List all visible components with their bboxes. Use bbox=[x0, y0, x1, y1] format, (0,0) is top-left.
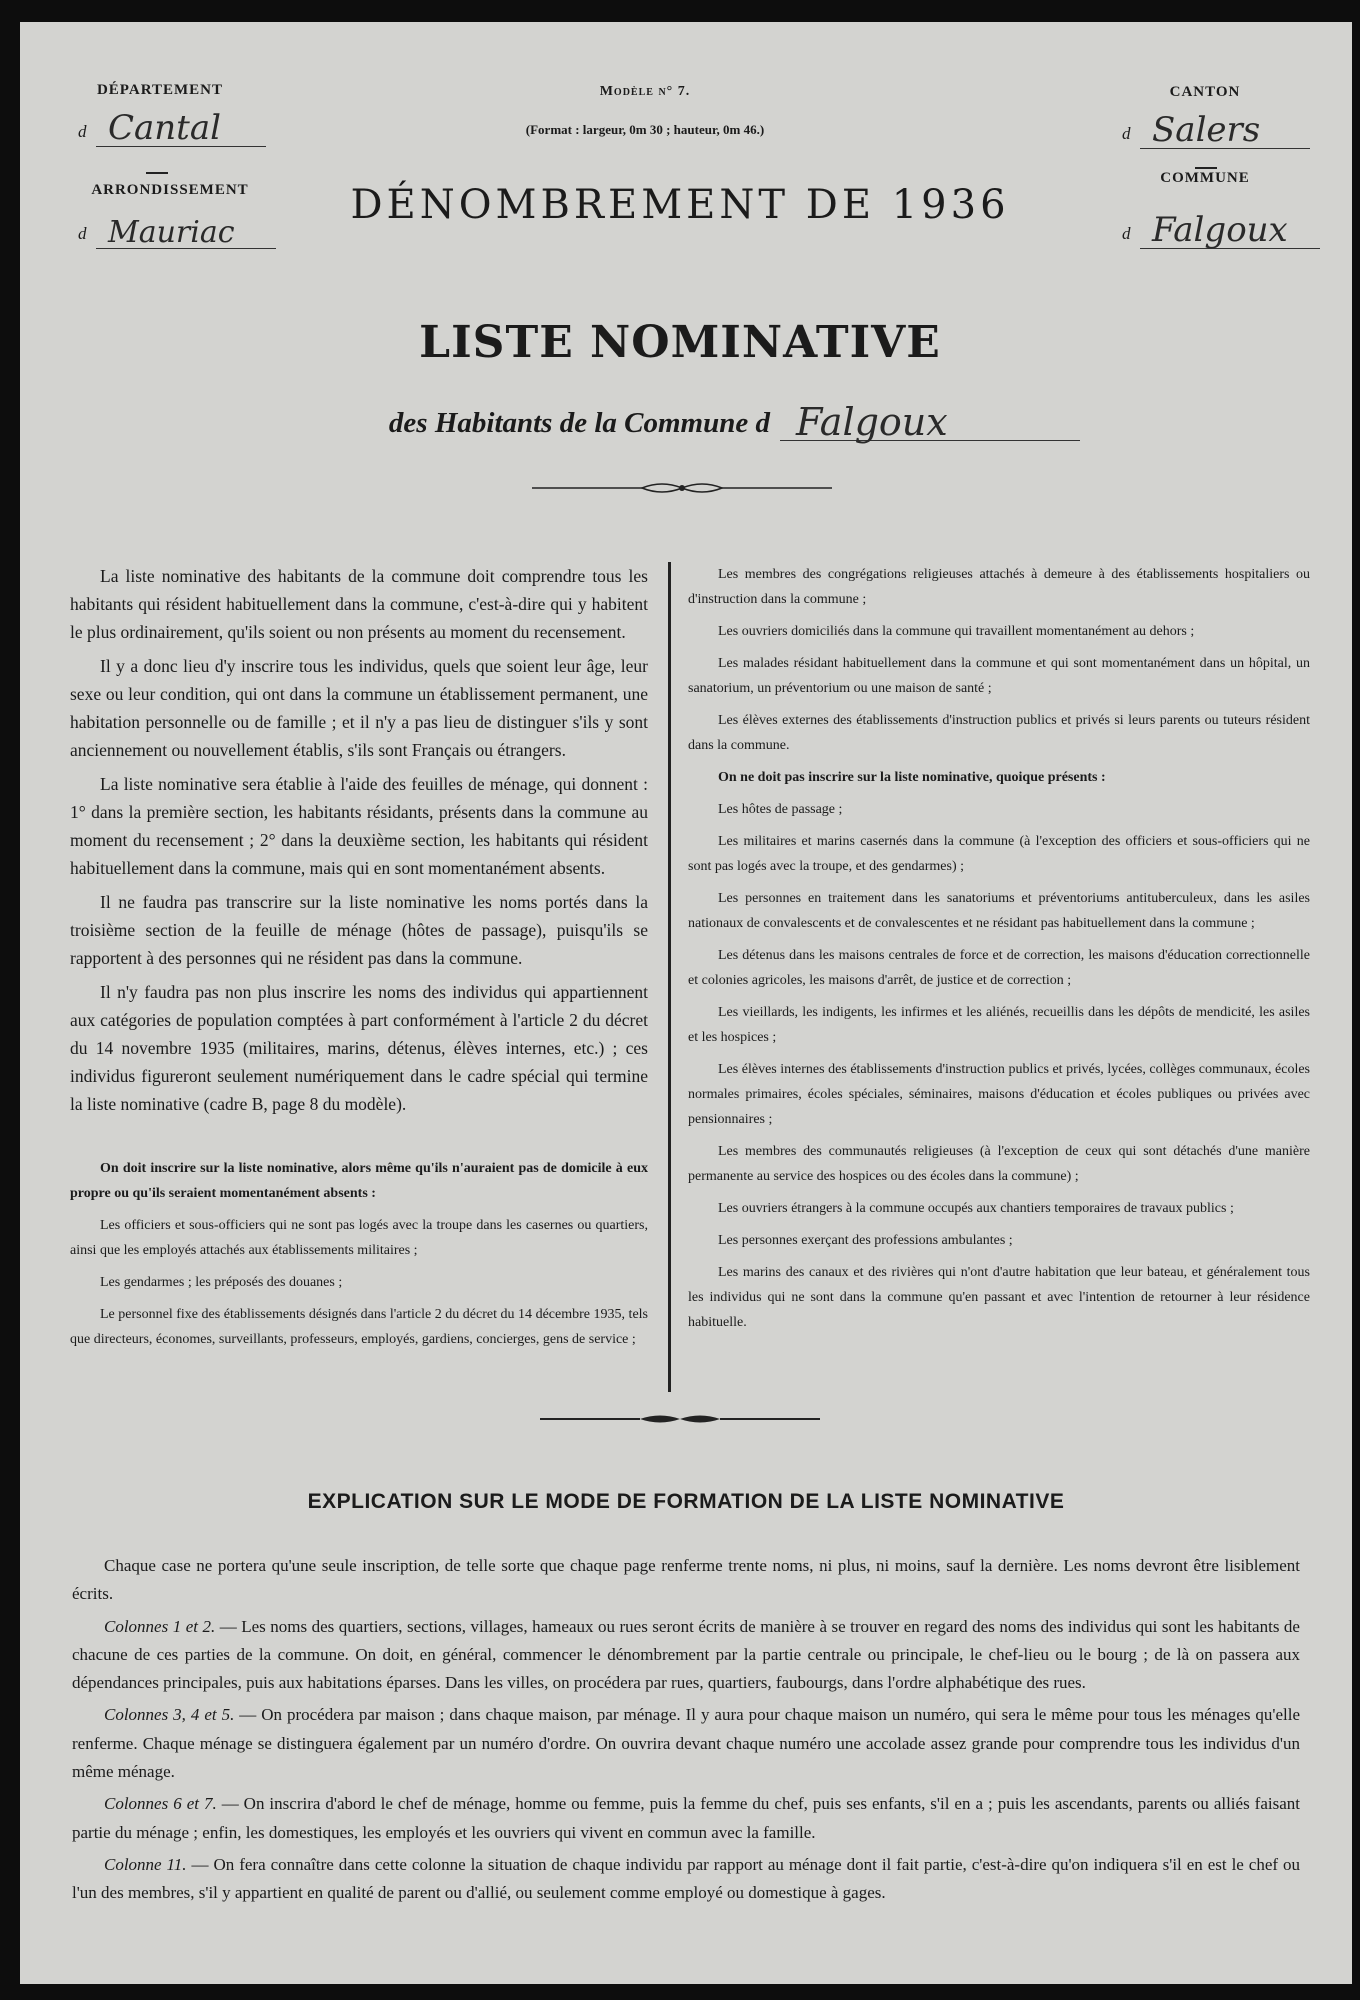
explication-item bbox=[72, 1613, 1300, 1698]
explication-item-text: — Les noms des quartiers, sections, villages, hameaux ou rues seront écrits de manière à se trouver en regard des noms des individus qui sont les habitants de chacune de ces parties de la commune. On doit, en général, commencer le dénombrement par la partie centrale ou principale, le chef-lieu ou le bourg ; de là on passera aux dépendances principales, puis aux habitations éparses. Dans les villes, on procédera par rues, quartiers, faubourgs, dans l'ordre alphabétique des rues. bbox=[72, 1616, 1300, 1693]
right-item: Les malades résidant habituellement dans la commune et qui sont momentanément dans un hôpital, un sanatorium, un préventorium ou une maison de santé ; bbox=[688, 656, 1310, 696]
explication-item bbox=[72, 1701, 1300, 1786]
right-exclusion-item: Les vieillards, les indigents, les infirmes et les aliénés, recueillis dans les dépôts de mendicité, les asiles et les hospices ; bbox=[688, 1005, 1310, 1045]
departement-dash bbox=[146, 172, 168, 174]
arrondissement-label: ARRONDISSEMENT bbox=[91, 182, 249, 198]
column-divider bbox=[668, 562, 671, 1392]
explication-item-label: Colonnes 1 et 2. bbox=[104, 1616, 216, 1636]
canton-dash bbox=[1195, 167, 1217, 169]
right-exclusion-item: Les personnes en traitement dans les sanatoriums et préventoriums antituberculeux, dans les asiles nationaux de convalescents et de convalescentes et ne résidant pas habituellement dans la commune ; bbox=[688, 891, 1310, 931]
liste-subtitle: des Habitants de la Commune d bbox=[388, 407, 770, 439]
right-item: Les ouvriers domiciliés dans la commune qui travaillent momentanément au dehors ; bbox=[718, 624, 1195, 639]
right-exclusion-item: Les ouvriers étrangers à la commune occupés aux chantiers temporaires de travaux publics ; bbox=[718, 1201, 1234, 1216]
explication-item-text: — On fera connaître dans cette colonne la situation de chaque individu par rapport au ménage dont il fait partie, c'est-à-dire qu'on indiquera s'il en est le chef ou l'un des membres, s'il y appartient en qualité de parent ou d'allié, ou seulement comme employé ou domestique à gages. bbox=[72, 1854, 1300, 1903]
form-title: DÉNOMBREMENT DE 1936 bbox=[350, 182, 1010, 228]
canton-label: CANTON bbox=[1169, 84, 1241, 100]
format-note: (Format : largeur, 0m 30 ; hauteur, 0m 46.) bbox=[525, 122, 765, 137]
right-exclusion-item: Les élèves internes des établissements d'instruction publics et privés, lycées, collèges communaux, écoles normales primaires, écoles spéciales, séminaires, maisons d'éducation et écoles publiques ou privées avec pensionnaires ; bbox=[688, 1062, 1310, 1127]
commune-field bbox=[1122, 202, 1320, 250]
canton-field bbox=[1122, 102, 1310, 150]
left-paragraph: Il n'y faudra pas non plus inscrire les noms des individus qui appartiennent aux catégories de population comptées à part conformément à l'article 2 du décret du 14 novembre 1935 (militaires, marins, détenus, élèves internes, etc.) ; ces individus figureront seulement numériquement dans le cadre spécial qui termine la liste nominative (cadre B, page 8 du modèle). bbox=[70, 982, 648, 1114]
explication-item-label: Colonne 11. bbox=[104, 1854, 187, 1874]
left-inscrire-heading: On doit inscrire sur la liste nominative, alors même qu'ils n'auraient pas de domicile à eux propre ou qu'ils seraient momentanément absents : bbox=[70, 1161, 648, 1201]
census-form-page bbox=[20, 22, 1352, 1984]
departement-value: Cantal bbox=[108, 108, 221, 148]
left-paragraph: Il y a donc lieu d'y inscrire tous les individus, quels que soient leur âge, leur sexe ou leur condition, qui ont dans la commune un établissement permanent, une habitation personnelle ou de famille ; et il n'y a pas lieu de distinguer s'ils y sont anciennement ou nouvellement établis, s'ils sont Français ou étrangers. bbox=[70, 656, 648, 760]
explication-title: EXPLICATION SUR LE MODE DE FORMATION DE LA LISTE NOMINATIVE bbox=[307, 1490, 1065, 1513]
right-exclusion-item: Les personnes exerçant des professions ambulantes ; bbox=[718, 1233, 1013, 1248]
departement-label: DÉPARTEMENT bbox=[96, 82, 224, 98]
explication-item bbox=[72, 1790, 1300, 1847]
right-exclusion-item: Les détenus dans les maisons centrales de force et de correction, les maisons d'éducation correctionnelle et colonies agricoles, les maisons d'arrêt, de justice et de correction ; bbox=[688, 948, 1310, 988]
left-paragraph: Il ne faudra pas transcrire sur la liste nominative les noms portés dans la troisième section de la feuille de ménage (hôtes de passage), puisqu'ils se rapportent à des personnes qui ne résident pas dans la commune. bbox=[70, 892, 648, 968]
explication-item-label: Colonnes 6 et 7. bbox=[104, 1794, 217, 1814]
commune-prefix: d bbox=[1122, 224, 1131, 243]
right-item: Les élèves externes des établissements d'instruction publics et privés si leurs parents ou tuteurs résident dans la commune. bbox=[688, 713, 1310, 753]
arrondissement-value: Mauriac bbox=[108, 215, 235, 250]
right-exclusion-item: Les militaires et marins casernés dans la commune (à l'exception des officiers et sous-officiers qui ne sont pas logés avec la troupe, et des gendarmes) ; bbox=[688, 834, 1310, 874]
modele-number: Modèle n° 7. bbox=[599, 84, 691, 99]
left-paragraph: La liste nominative des habitants de la commune doit comprendre tous les habitants qui résident habituellement dans la commune, c'est-à-dire qui y habitent le plus ordinairement, qu'ils soient ou non présents au moment du recensement. bbox=[70, 566, 648, 642]
right-exclusion-item: Les membres des communautés religieuses (à l'exception de ceux qui sont détachés d'une manière permanente au service des hospices ou des écoles dans la commune) ; bbox=[688, 1144, 1310, 1184]
explication-item-text: — On procédera par maison ; dans chaque maison, par ménage. Il y aura pour chaque maison un numéro, qui sera le même pour tous les ménages qu'elle renferme. Chaque ménage se distinguera également par un numéro d'ordre. On ouvrira devant chaque numéro une accolade assez grande pour comprendre tous les individus d'un même ménage. bbox=[72, 1705, 1300, 1782]
arrondissement-prefix: d bbox=[78, 224, 87, 243]
right-item: Les membres des congrégations religieuses attachés à demeure à des établissements hospitaliers ou d'instruction dans la commune ; bbox=[688, 567, 1310, 607]
explication-intro: Chaque case ne portera qu'une seule inscription, de telle sorte que chaque page renferme trente noms, ni plus, ni moins, sauf la dernière. Les noms devront être lisiblement écrits. bbox=[72, 1556, 1300, 1604]
left-column bbox=[70, 562, 648, 1359]
explication-item bbox=[72, 1851, 1300, 1908]
commune-label: COMMUNE bbox=[1160, 170, 1250, 186]
right-exclusion-heading: On ne doit pas inscrire sur la liste nominative, quoique présents : bbox=[718, 770, 1106, 785]
right-exclusion-item: Les hôtes de passage ; bbox=[718, 802, 843, 817]
canton-value: Salers bbox=[1152, 110, 1261, 150]
left-paragraph: La liste nominative sera établie à l'aide des feuilles de ménage, qui donnent : 1° dans la première section, les habitants résidants, présents dans la commune au moment du recensement ; 2° dans la deuxième section, les habitants qui résident habituellement dans la commune, mais qui en sont momentanément absents. bbox=[70, 774, 648, 878]
ornament-divider-icon bbox=[532, 480, 832, 496]
explication-item-label: Colonnes 3, 4 et 5. bbox=[104, 1705, 235, 1725]
canton-prefix: d bbox=[1122, 124, 1131, 143]
departement-field bbox=[78, 100, 266, 148]
right-column bbox=[688, 562, 1310, 1342]
departement-prefix: d bbox=[78, 122, 87, 141]
liste-title: LISTE NOMINATIVE bbox=[419, 317, 941, 368]
ornament-divider-icon bbox=[540, 1412, 820, 1426]
right-exclusion-item: Les marins des canaux et des rivières qui n'ont d'autre habitation que leur bateau, et généralement tous les individus qui ne sont dans la commune qu'en passant et avec l'intention de retourner à leur résidence habituelle. bbox=[688, 1265, 1310, 1330]
arrondissement-field bbox=[78, 202, 276, 250]
liste-commune-value: Falgoux bbox=[796, 400, 948, 444]
explication-body bbox=[72, 1552, 1300, 1912]
left-inscrire-item: Les officiers et sous-officiers qui ne sont pas logés avec la troupe dans les casernes ou quartiers, ainsi que les employés attachés aux établissements militaires ; bbox=[70, 1218, 648, 1258]
left-inscrire-item: Le personnel fixe des établissements désignés dans l'article 2 du décret du 14 décembre 1935, tels que directeurs, économes, surveillants, professeurs, employés, gardiens, concierges, gens de service ; bbox=[70, 1307, 648, 1347]
commune-value: Falgoux bbox=[1152, 210, 1288, 250]
explication-item-text: — On inscrira d'abord le chef de ménage, homme ou femme, puis la femme du chef, puis ses enfants, s'il en a ; puis les ascendants, parents ou alliés faisant partie du ménage ; enfin, les domestiques, les employés et les ouvriers qui vivent en commun avec la famille. bbox=[72, 1794, 1300, 1842]
liste-commune-field bbox=[780, 394, 1080, 444]
left-inscrire-item: Les gendarmes ; les préposés des douanes ; bbox=[100, 1275, 343, 1290]
